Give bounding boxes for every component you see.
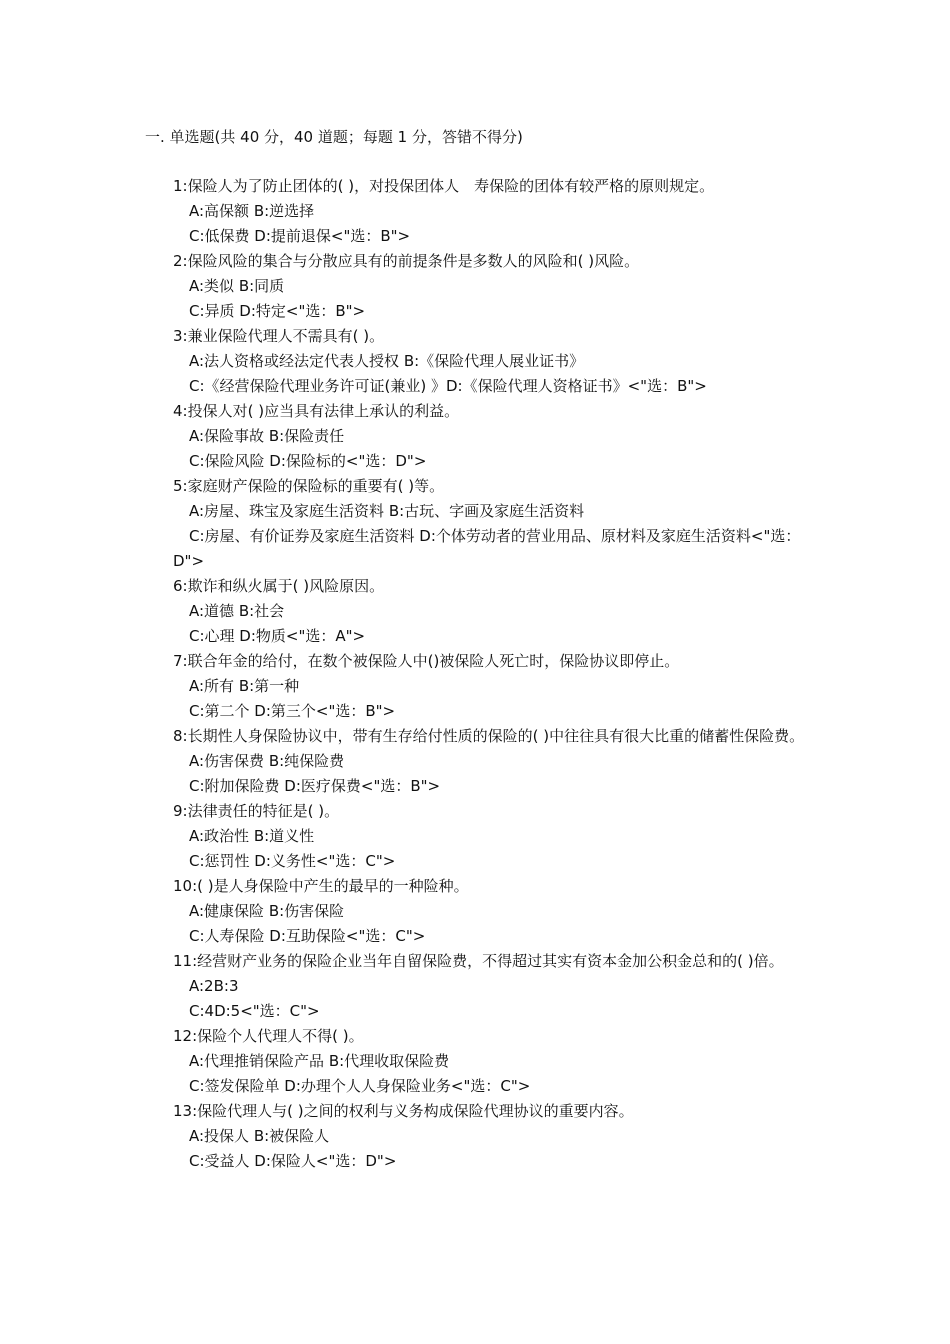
options-cd-answer: C:房屋、有价证券及家庭生活资料 D:个体劳动者的营业用品、原材料及家庭生活资料<"选：D">	[173, 527, 801, 570]
question-13	[173, 1099, 813, 1174]
question-stem: 1:保险人为了防止团体的( )，对投保团体人 寿保险的团体有较严格的原则规定。	[173, 177, 715, 195]
options-ab: A:健康保险 B:伤害保险	[189, 902, 345, 920]
question-2	[173, 249, 813, 324]
question-stem: 3:兼业保险代理人不需具有( )。	[173, 327, 385, 345]
question-stem: 13:保险代理人与( )之间的权利与义务构成保险代理协议的重要内容。	[173, 1102, 634, 1120]
options-cd-answer: C:心理 D:物质<"选：A">	[189, 627, 366, 645]
question-10	[173, 874, 813, 949]
question-stem: 7:联合年金的给付，在数个被保险人中()被保险人死亡时，保险协议即停止。	[173, 652, 680, 670]
question-12	[173, 1024, 813, 1099]
question-stem: 8:长期性人身保险协议中，带有生存给付性质的保险的( )中往往具有很大比重的储蓄性保险费。	[173, 727, 805, 745]
options-cd-answer: C:受益人 D:保险人<"选：D">	[189, 1152, 397, 1170]
question-stem: 11:经营财产业务的保险企业当年自留保险费，不得超过其实有资本金加公积金总和的( )倍。	[173, 952, 784, 970]
options-cd-answer: C:4D:5<"选：C">	[189, 1002, 320, 1020]
options-ab: A:代理推销保险产品 B:代理收取保险费	[189, 1052, 450, 1070]
options-ab: A:房屋、珠宝及家庭生活资料 B:古玩、字画及家庭生活资料	[189, 502, 585, 520]
question-stem: 9:法律责任的特征是( )。	[173, 802, 340, 820]
question-7	[173, 649, 813, 724]
options-ab: A:保险事故 B:保险责任	[189, 427, 345, 445]
question-stem: 10:( )是人身保险中产生的最早的一种险种。	[173, 877, 469, 895]
options-cd-answer: C:人寿保险 D:互助保险<"选：C">	[189, 927, 426, 945]
question-stem: 6:欺诈和纵火属于( )风险原因。	[173, 577, 385, 595]
options-ab: A:2B:3	[189, 977, 239, 995]
options-ab: A:类似 B:同质	[189, 277, 285, 295]
question-8	[173, 724, 813, 799]
question-9	[173, 799, 813, 874]
question-6	[173, 574, 813, 649]
question-list	[173, 174, 813, 1174]
question-stem: 4:投保人对( )应当具有法律上承认的利益。	[173, 402, 460, 420]
section-heading: 一. 单选题(共 40 分，40 道题；每题 1 分，答错不得分)	[145, 128, 523, 146]
question-5	[173, 474, 813, 574]
question-1	[173, 174, 813, 249]
options-cd-answer: C:惩罚性 D:义务性<"选：C">	[189, 852, 396, 870]
question-4	[173, 399, 813, 474]
options-cd-answer: C:低保费 D:提前退保<"选：B">	[189, 227, 411, 245]
question-3	[173, 324, 813, 399]
options-ab: A:投保人 B:被保险人	[189, 1127, 330, 1145]
question-stem: 5:家庭财产保险的保险标的重要有( )等。	[173, 477, 445, 495]
options-cd-answer: C:签发保险单 D:办理个人人身保险业务<"选：C">	[189, 1077, 531, 1095]
options-ab: A:所有 B:第一种	[189, 677, 300, 695]
question-11	[173, 949, 813, 1024]
options-ab: A:道德 B:社会	[189, 602, 285, 620]
options-cd-answer: C:附加保险费 D:医疗保费<"选：B">	[189, 777, 441, 795]
options-cd-answer: C:保险风险 D:保险标的<"选：D">	[189, 452, 427, 470]
options-ab: A:法人资格或经法定代表人授权 B:《保险代理人展业证书》	[189, 352, 585, 370]
options-ab: A:伤害保费 B:纯保险费	[189, 752, 345, 770]
question-stem: 12:保险个人代理人不得( )。	[173, 1027, 364, 1045]
options-ab: A:政治性 B:道义性	[189, 827, 315, 845]
options-ab: A:高保额 B:逆选择	[189, 202, 315, 220]
options-cd-answer: C:第二个 D:第三个<"选：B">	[189, 702, 396, 720]
options-cd-answer: C:异质 D:特定<"选：B">	[189, 302, 366, 320]
question-stem: 2:保险风险的集合与分散应具有的前提条件是多数人的风险和( )风险。	[173, 252, 640, 270]
options-cd-answer: C:《经营保险代理业务许可证(兼业) 》D:《保险代理人资格证书》<"选：B">	[189, 377, 707, 395]
